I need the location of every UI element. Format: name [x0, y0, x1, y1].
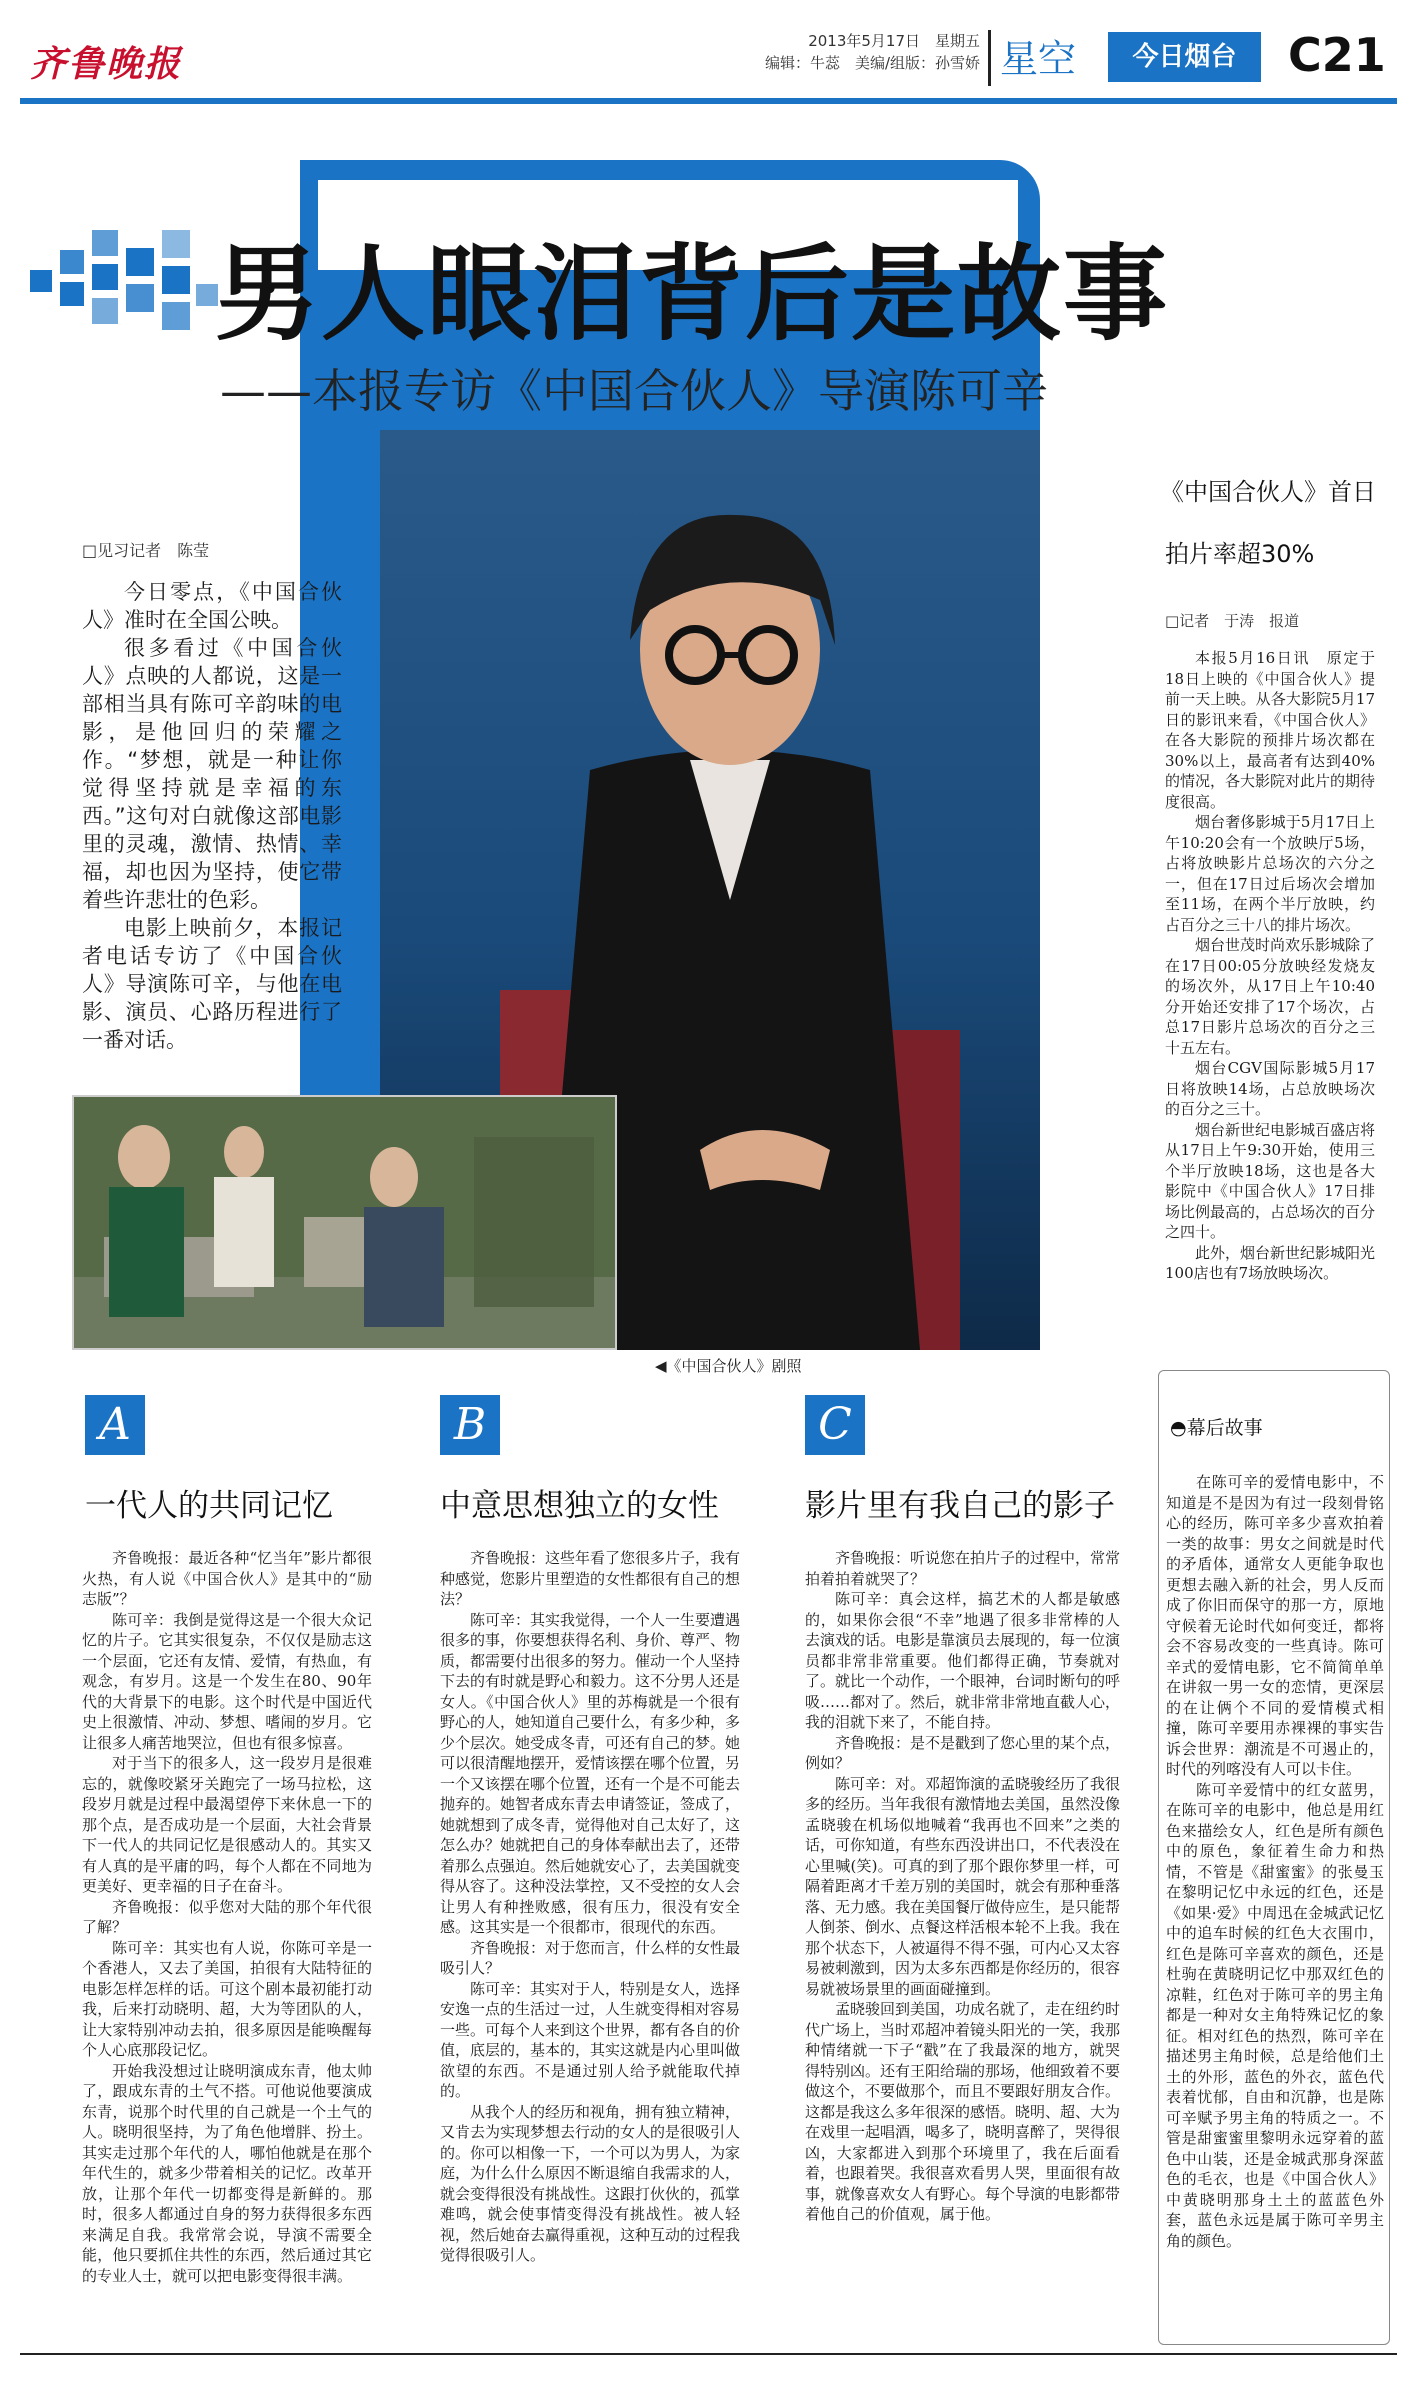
sidebar-paragraph: 陈可辛爱情中的红女蓝男，在陈可辛的电影中，他总是用红色来描绘女人，红色是所有颜色中的原色，象征着生命力和热情，不管是《甜蜜蜜》的张曼玉在黎明记忆中永远的红色，还是《如果·爱》中周迅在金城武记忆中的追车时候的红色大衣围巾，红色是陈可辛喜欢的颜色，还是杜驹在黄晓明记忆中那双红色的凉鞋，红色对于陈可辛的男主角都是一种对女主角特殊记忆的象征。相对红色的热烈，陈可辛在描述男主角时候，总是给他们土土的外形，蓝色的外衣，蓝色代表着忧郁，自由和沉静，也是陈可辛赋予男主角的特质之一。不管是甜蜜蜜里黎明永远穿着的蓝色中山装，还是金城武那身深蓝色的毛衣，也是《中国合伙人》中黄晓明那身土土的蓝蓝色外套，蓝色永远是属于陈可辛男主角的颜色。 — [1166, 1780, 1384, 2250]
section-name: 星空 — [1000, 37, 1077, 81]
section-paragraph: 陈可辛：对。邓超饰演的孟晓骏经历了我很多的经历。当年我很有激情地去美国，虽然没像孟晓骏在机场似地喊着“我再也不回来”之类的话，可你知道，有些东西没讲出口，不代表没在心里喊(笑)。可真的到了那个跟你梦里一样，可隔着距离才千差万别的美国时，就会有那种垂落落、无力感。我在美国餐厅做侍应生，是只能帮人倒茶、倒水、点餐这样活根本轮不上我。我在那个状态下，人被逼得不得不强，可内心又太容易被刺激到，因为太多东西都是你经历的，很容易就被场景里的画面碰撞到。 — [805, 1774, 1121, 1998]
lead-paragraph: 很多看过《中国合伙人》点映的人都说，这是一部相当具有陈可辛韵味的电影，是他回归的荣耀之作。“梦想，就是一种让你觉得坚持就是幸福的东西。”这句对白就像这部电影里的灵魂，激情、热情、幸福，却也因为坚持，使它带着些许悲壮的色彩。 — [82, 636, 342, 912]
side-news-subtitle: 拍片率超30% — [1165, 540, 1315, 568]
side-news-body — [1165, 648, 1375, 1284]
side-news-paragraph: 烟台CGV国际影城5月17日将放映14场，占总放映场次的百分之三十。 — [1165, 1059, 1375, 1118]
section-body-c — [805, 1548, 1120, 2225]
section-paragraph: 陈可辛：真会这样，搞艺术的人都是敏感的，如果你会很“不幸”地遇了很多非常棒的人去演戏的话。电影是靠演员去展现的，每一位演员都非常非常重要。他们都得正确，节奏就对了。就比一个动作，一个眼神，台词时断句的呼吸……都对了。然后，就非常非常地直截人心，我的泪就下来了，不能自持。 — [805, 1590, 1121, 1731]
side-news-byline: □记者 于涛 报道 — [1165, 612, 1300, 630]
side-news-paragraph: 烟台世茂时尚欢乐影城除了在17日00:05分放映经发烧友的场次外，从17日上午10:40分开始还安排了17个场次，占总17日影片总场次的百分之三十五左右。 — [1165, 936, 1376, 1057]
section-body-a — [82, 1548, 372, 2286]
edition-badge: 今日烟台 — [1108, 32, 1261, 82]
headline: 男人眼泪背后是故事 — [215, 233, 1170, 355]
subheadline: ——本报专访《中国合伙人》导演陈可辛 — [220, 364, 1048, 418]
film-stills — [72, 1095, 617, 1350]
section-body-b — [440, 1548, 740, 2266]
section-paragraph: 齐鲁晚报：是不是戳到了您心里的某个点，例如？ — [805, 1733, 1121, 1772]
side-news-title: 《中国合伙人》首日 — [1160, 478, 1376, 506]
section-paragraph: 对于当下的很多人，这一段岁月是很难忘的，就像咬紧牙关跑完了一场马拉松，这段岁月就是过程中最渴望停下来休息一下的那个点，是否成功是一个层面，大社会背景下一代人的共同记忆是很感动人的。其实又有人真的是平庸的吗，每个人都在不同地为更美好、更幸福的日子在奋斗。 — [82, 1754, 372, 1895]
section-paragraph: 齐鲁晚报：听说您在拍片子的过程中，常常拍着拍着就哭了？ — [805, 1549, 1121, 1588]
film-stills-illustration — [74, 1097, 617, 1350]
section-paragraph: 陈可辛：我倒是觉得这是一个很大众记忆的片子。它其实很复杂，不仅仅是励志这一个层面，它还有友情、爱情，有热血，有观念，有岁月。这是一个发生在80、90年代的大背景下的电影。这个时代是中国近代史上很激情、冲动、梦想、嗜闹的岁月。它让很多人痛苦地哭泣，但也有很多惊喜。 — [82, 1610, 372, 1752]
section-letter-c: C — [805, 1395, 865, 1455]
header-divider — [988, 30, 991, 86]
section-paragraph: 陈可辛：其实也有人说，你陈可辛是一个香港人，又去了美国，拍很有大陆特征的电影怎样怎样的话。可这个剧本最初能打动我，后来打动晓明、超，大为等团队的人，让大家特别冲动去拍，很多原因是能唤醒每个人心底那段记忆。 — [82, 1938, 372, 2059]
sidebar-body — [1166, 1472, 1384, 2251]
photo-caption: ◀《中国合伙人》剧照 — [655, 1357, 802, 1375]
section-paragraph: 从我个人的经历和视角，拥有独立精神，又肯去为实现梦想去行动的女人的是很吸引人的。你可以相像一下，一个可以为男人，为家庭，为什么什么原因不断退缩自我需求的人，就会变得很没有挑战性。这跟打伙伙的，孤掌难鸣，就会使事情变得没有挑战性。被人轻视，然后她奋去赢得重视，这种互动的过程我觉得很吸引人。 — [440, 2102, 741, 2264]
pixel-decoration — [30, 230, 220, 340]
page-number: C21 — [1288, 28, 1386, 82]
lead-paragraphs — [82, 578, 342, 1054]
lead-paragraph: 电影上映前夕，本报记者电话专访了《中国合伙人》导演陈可辛，与他在电影、演员、心路历程进行了一番对话。 — [82, 916, 342, 1052]
lead-paragraph: 今日零点，《中国合伙人》准时在全国公映。 — [82, 580, 342, 632]
newspaper-logo: 齐鲁晚报 — [30, 43, 183, 85]
section-paragraph: 陈可辛：其实我觉得，一个人一生要遭遇很多的事，你要想获得名利、身价、尊严、物质，都需要付出很多的努力。催动一个人坚持下去的有时就是野心和毅力。这不分男人还是女人。《中国合伙人》里的苏梅就是一个很有野心的人，她知道自己要什么，有多少种，多少个层次。她受成冬青，可还有自己的梦。她可以很清醒地摆开，爱情该摆在哪个位置，另一个又该摆在哪个位置，还有一个是不可能去抛弃的。她智者成东青去申请签证，签成了，她就想到了成冬青，觉得他对自己太好了，这怎么办？她就把自己的身体奉献出去了，还带着那么点强迫。然后她就安心了，去美国就变得从容了。这种没法掌控，又不受控的女人会让男人有种挫败感，很有压力，很没有安全感。这其实是一个很都市，很现代的东西。 — [440, 1610, 741, 1936]
bottom-rule — [20, 2353, 1397, 2355]
sidebar-title: ◓幕后故事 — [1170, 1417, 1263, 1439]
section-paragraph: 开始我没想过让晓明演成东青，他太帅了，跟成东青的土气不搭。可他说他要演成东青，说那个时代里的自己就是一个土气的人。晓明很坚持，为了角色他增胖、扮土。其实走过那个年代的人，哪怕他就是在那个年代生的，就多少带着相关的记忆。改革开放，让那个年代一切都变得是新鲜的。那时，很多人都通过自身的努力获得很多东西来满足自我。我常常会说，导演不需要全能，他只要抓住共性的东西，然后通过其它的专业人士，就可以把电影变得很丰满。 — [82, 2061, 372, 2285]
section-paragraph: 孟晓骏回到美国，功成名就了，走在纽约时代广场上，当时邓超冲着镜头阳光的一笑，我那种情绪就一下子“戳”在了我最深的地方，就哭得特别凶。还有王阳给瑞的那场，他细致着不要做这个，不要做那个，而且不要跟好朋友合作。这都是我这么多年很深的感悟。晓明、超、大为在戏里一起唱酒，喝多了，晓明喜醉了，哭得很凶，大家都进入到那个环境里了，我在后面看着，也跟着哭。我很喜欢看男人哭，里面很有故事，就像喜欢女人有野心。每个导演的电影都带着他自己的价值观，属于他。 — [805, 2000, 1121, 2223]
byline: □见习记者 陈莹 — [82, 541, 210, 560]
editors-line: 编辑：牛蕊 美编/组版：孙雪娇 — [764, 54, 980, 72]
side-news-paragraph: 本报5月16日讯 原定于18日上映的《中国合伙人》提前一天上映。从各大影院5月17日的影讯来看，《中国合伙人》在各大影院的预排片场次都在30%以上，最高者有达到40%的情况，各大影院对此片的期待度很高。 — [1165, 649, 1376, 811]
top-rule — [20, 98, 1397, 104]
side-news-paragraph: 此外，烟台新世纪影城阳光100店也有7场放映场次。 — [1165, 1243, 1376, 1282]
date-line: 2013年5月17日 星期五 — [808, 32, 980, 50]
side-news-paragraph: 烟台奢侈影城于5月17日上午10:20会有一个放映厅5场，占将放映影片总场次的六分之一，但在17日过后场次会增加至11场，在两个半厅放映，约占百分之三十八的排片场次。 — [1165, 813, 1375, 934]
section-paragraph: 齐鲁晚报：这些年看了您很多片子，我有种感觉，您影片里塑造的女性都很有自己的想法？ — [440, 1549, 741, 1608]
section-letter-a: A — [85, 1395, 145, 1455]
section-title-a: 一代人的共同记忆 — [85, 1488, 333, 1524]
section-title-b: 中意思想独立的女性 — [440, 1488, 719, 1524]
section-letter-b: B — [440, 1395, 500, 1455]
section-paragraph: 齐鲁晚报：对于您而言，什么样的女性最吸引人？ — [440, 1938, 741, 1977]
section-paragraph: 齐鲁晚报：似乎您对大陆的那个年代很了解？ — [82, 1897, 372, 1936]
section-title-c: 影片里有我自己的影子 — [805, 1488, 1115, 1524]
sidebar-paragraph: 在陈可辛的爱情电影中，不知道是不是因为有过一段刻骨铭心的经历，陈可辛多少喜欢拍着一类的故事：男女之间就是时代的矛盾体，通常女人更能争取也更想去融入新的社会，男人反而成了你旧而保守的那一方，原地守候着无论时代如何变迁，都将会不容易改变的一些真诗。陈可辛式的爱情电影，它不简简单单在讲叙一男一女的恋情，更深层的在让俩个不同的爱情模式相撞，陈可辛要用赤裸裸的事实告诉会世界：潮流是不可遏止的，时代的列喀没有人可以卡住。 — [1166, 1473, 1384, 1778]
side-news-paragraph: 烟台新世纪电影城百盛店将从17日上午9:30开始，使用三个半厅放映18场，这也是各大影院中《中国合伙人》17日排场比例最高的，占总场次的百分之四十。 — [1165, 1120, 1376, 1241]
header-info — [760, 30, 980, 74]
section-paragraph: 陈可辛：其实对于人，特别是女人，选择安逸一点的生活过一过，人生就变得相对容易一些。可每个人来到这个世界，都有各自的价值，底层的，基本的，其实这就是内心里叫做欲望的东西。不是通过别人给予就能取代掉的。 — [440, 1979, 741, 2100]
section-paragraph: 齐鲁晚报：最近各种“忆当年”影片都很火热，有人说《中国合伙人》是其中的“励志版”？ — [82, 1549, 372, 1608]
